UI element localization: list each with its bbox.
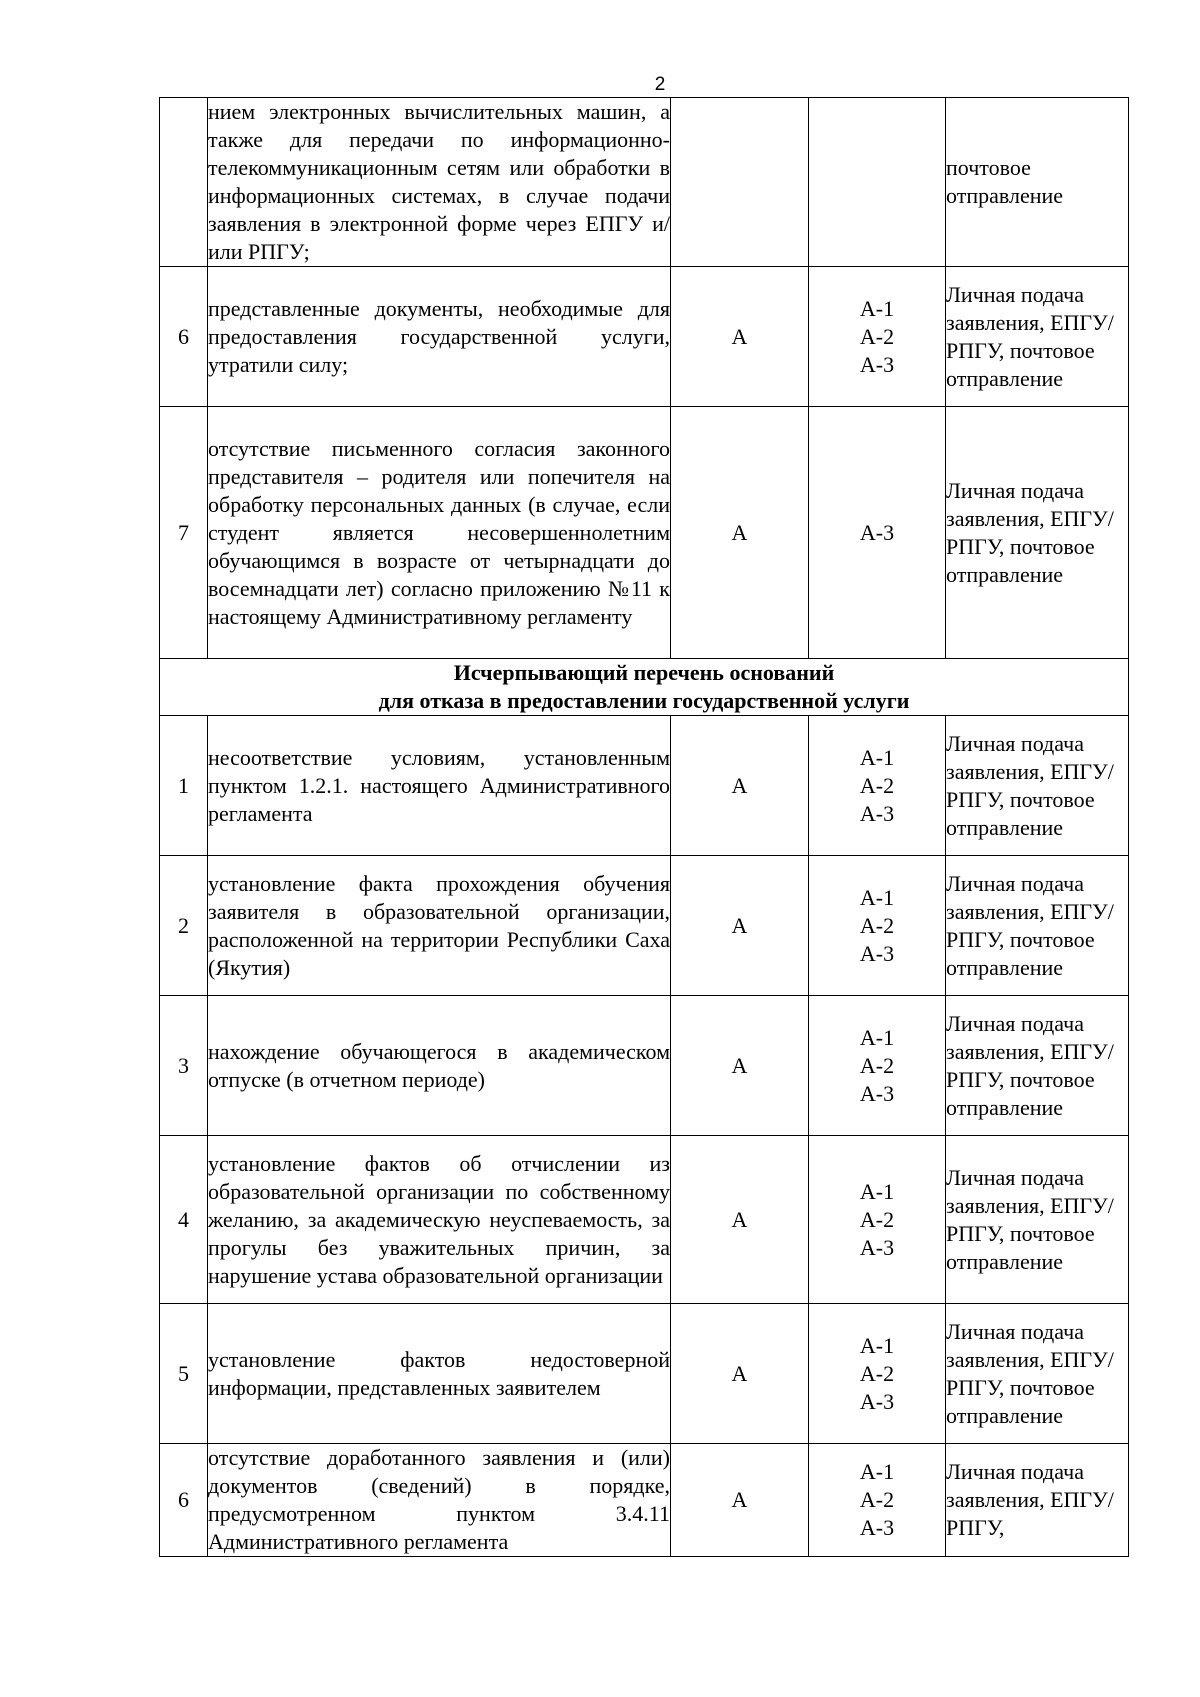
row-description: несоответствие условиям, установленным пунктом 1.2.1. настоящего Административного регламента bbox=[208, 716, 671, 856]
row-number: 5 bbox=[160, 1304, 208, 1444]
table-row bbox=[160, 98, 1129, 267]
subcode: А-3 bbox=[859, 519, 895, 545]
row-description: установление фактов недостоверной информации, представленных заявителем bbox=[208, 1304, 671, 1444]
subcode: А-3 bbox=[859, 940, 895, 966]
section-header-line: для отказа в предоставлении государственной услуги bbox=[378, 688, 910, 713]
row-submission-method: Личная подача заявления, ЕПГУ/РПГУ, почтовое отправление bbox=[946, 856, 1129, 996]
subcode: А-3 bbox=[859, 1080, 895, 1106]
row-number: 6 bbox=[160, 1444, 208, 1557]
table-row bbox=[160, 996, 1129, 1136]
row-submission-method: почтовое отправление bbox=[946, 98, 1129, 267]
row-subcodes bbox=[809, 1136, 946, 1304]
row-code: А bbox=[671, 1304, 809, 1444]
subcode: А-1 bbox=[859, 1459, 895, 1484]
row-number: 6 bbox=[160, 267, 208, 407]
row-submission-method: Личная подача заявления, ЕПГУ/РПГУ, bbox=[946, 1444, 1129, 1557]
subcode: А-2 bbox=[859, 1206, 895, 1232]
row-number: 7 bbox=[160, 407, 208, 659]
row-description: нием электронных вычислительных машин, а также для передачи по информационно-телекоммуникационным сетям или обработки в информационных системах, в случае подачи заявления в электронной форме через ЕПГУ и/или РПГУ; bbox=[208, 98, 671, 267]
section-header-line: Исчерпывающий перечень оснований bbox=[453, 660, 835, 685]
section-header-row bbox=[160, 659, 1129, 716]
subcode: А-3 bbox=[859, 351, 895, 377]
row-number: 2 bbox=[160, 856, 208, 996]
row-subcodes bbox=[809, 1444, 946, 1557]
subcode: А-3 bbox=[859, 1515, 895, 1540]
row-submission-method: Личная подача заявления, ЕПГУ/РПГУ, почтовое отправление bbox=[946, 1304, 1129, 1444]
subcode: А-2 bbox=[859, 912, 895, 938]
subcode: А-1 bbox=[859, 884, 895, 910]
subcode: А-1 bbox=[859, 1332, 895, 1358]
row-description: установление фактов об отчислении из образовательной организации по собственному желанию, за академическую неуспеваемость, за прогулы без уважительных причин, за нарушение устава образовательной организации bbox=[208, 1136, 671, 1304]
row-code: А bbox=[671, 996, 809, 1136]
row-subcodes bbox=[809, 98, 946, 267]
row-subcodes bbox=[809, 716, 946, 856]
row-code: А bbox=[671, 407, 809, 659]
row-code: А bbox=[671, 856, 809, 996]
subcode: А-3 bbox=[859, 800, 895, 826]
table-row bbox=[160, 1136, 1129, 1304]
row-submission-method: Личная подача заявления, ЕПГУ/РПГУ, почтовое отправление bbox=[946, 407, 1129, 659]
row-number: 1 bbox=[160, 716, 208, 856]
table-row bbox=[160, 856, 1129, 996]
row-code: А bbox=[671, 1136, 809, 1304]
subcode: А-2 bbox=[859, 323, 895, 349]
row-description: установление факта прохождения обучения заявителя в образовательной организации, расположенной на территории Республики Саха (Якутия) bbox=[208, 856, 671, 996]
subcode: А-2 bbox=[859, 1360, 895, 1386]
row-submission-method: Личная подача заявления, ЕПГУ/РПГУ, почтовое отправление bbox=[946, 716, 1129, 856]
table-row bbox=[160, 267, 1129, 407]
row-code: А bbox=[671, 267, 809, 407]
row-submission-method: Личная подача заявления, ЕПГУ/РПГУ, почтовое отправление bbox=[946, 1136, 1129, 1304]
row-description: нахождение обучающегося в академическом отпуске (в отчетном периоде) bbox=[208, 996, 671, 1136]
row-description: отсутствие письменного согласия законного представителя – родителя или попечителя на обработку персональных данных (в случае, если студент является несовершеннолетним обучающимся в возрасте от четырнадцати до восемнадцати лет) согласно приложению №11 к настоящему Административному регламенту bbox=[208, 407, 671, 659]
table-row bbox=[160, 407, 1129, 659]
subcode: А-1 bbox=[859, 1178, 895, 1204]
subcode: А-1 bbox=[859, 295, 895, 321]
row-subcodes bbox=[809, 267, 946, 407]
row-code: А bbox=[671, 716, 809, 856]
subcode: А-2 bbox=[859, 1487, 895, 1512]
table-row bbox=[160, 716, 1129, 856]
page-number: 2 bbox=[654, 74, 666, 95]
row-code bbox=[671, 98, 809, 267]
subcode: А-3 bbox=[859, 1388, 895, 1414]
subcode: А-1 bbox=[859, 1024, 895, 1050]
row-submission-method: Личная подача заявления, ЕПГУ/РПГУ, почтовое отправление bbox=[946, 996, 1129, 1136]
row-subcodes bbox=[809, 856, 946, 996]
row-number bbox=[160, 98, 208, 267]
section-header bbox=[160, 659, 1129, 716]
table-row bbox=[160, 1444, 1129, 1557]
subcode: А-3 bbox=[859, 1234, 895, 1260]
row-code: А bbox=[671, 1444, 809, 1557]
row-subcodes bbox=[809, 1304, 946, 1444]
subcode: А-2 bbox=[859, 1052, 895, 1078]
row-number: 4 bbox=[160, 1136, 208, 1304]
grounds-table bbox=[159, 97, 1129, 1557]
subcode: А-1 bbox=[859, 744, 895, 770]
row-description: отсутствие доработанного заявления и (или) документов (сведений) в порядке, предусмотренном пунктом 3.4.11 Административного регламента bbox=[208, 1444, 671, 1557]
row-number: 3 bbox=[160, 996, 208, 1136]
row-submission-method: Личная подача заявления, ЕПГУ/РПГУ, почтовое отправление bbox=[946, 267, 1129, 407]
table-row bbox=[160, 1304, 1129, 1444]
row-subcodes bbox=[809, 407, 946, 659]
subcode: А-2 bbox=[859, 772, 895, 798]
row-description: представленные документы, необходимые для предоставления государственной услуги, утратили силу; bbox=[208, 267, 671, 407]
row-subcodes bbox=[809, 996, 946, 1136]
